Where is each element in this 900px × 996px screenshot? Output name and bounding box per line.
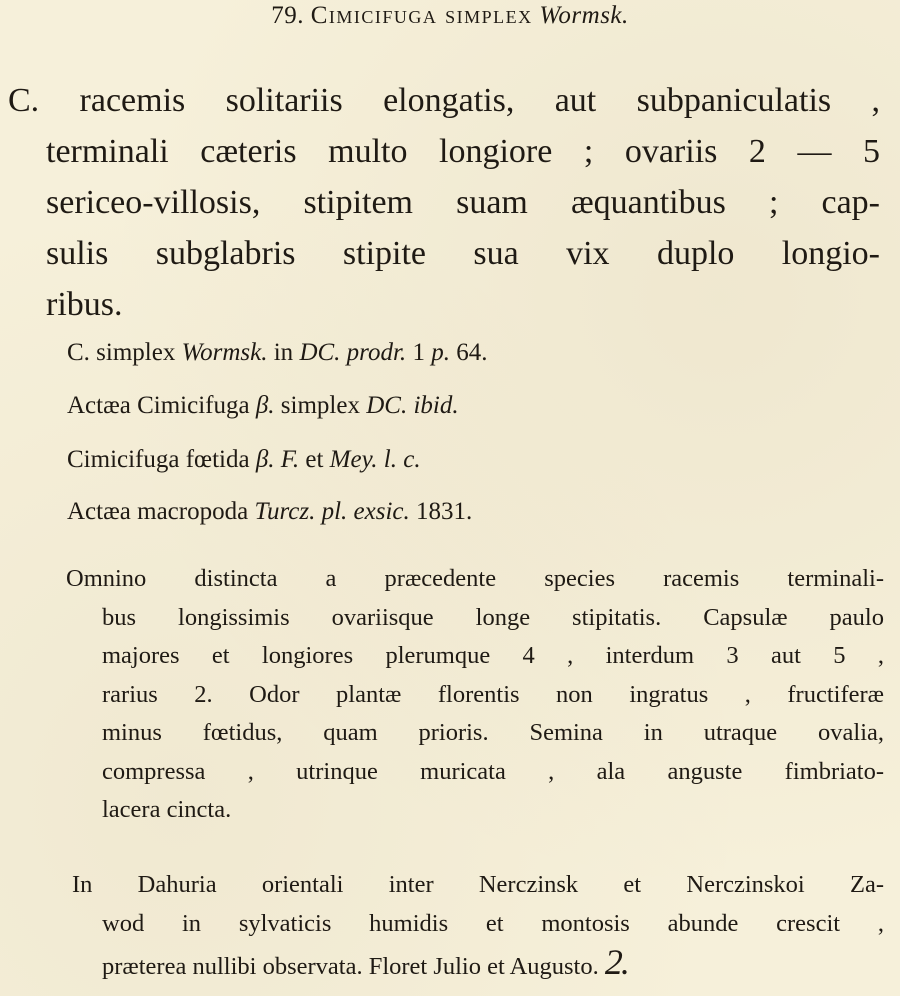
description-paragraph <box>66 560 884 830</box>
description-line: majores et longiores plerumque 4 , interdum 3 aut 5 , <box>102 642 884 669</box>
diagnosis-line: terminali cæteris multo longiore ; ovariis 2 — 5 <box>46 133 880 170</box>
description-line: bus longissimis ovariisque longe stipitatis. Capsulæ paulo <box>102 603 884 631</box>
description-line: minus fœtidus, quam prioris. Semina in utraque ovalia, <box>102 719 884 746</box>
diagnosis-line: sericeo-villosis, stipitem suam æquantibus ; cap- <box>46 184 880 221</box>
diagnosis-block <box>8 75 880 330</box>
species-heading <box>0 2 900 30</box>
signature-mark: 2. <box>604 942 628 982</box>
synonym-line: Actæa Cimicifuga β. simplex DC. ibid. <box>67 392 459 419</box>
habitat-paragraph <box>66 866 884 982</box>
synonym-line: Cimicifuga fœtida β. F. et Mey. l. c. <box>67 446 421 473</box>
diagnosis-line: C. racemis solitariis elongatis, aut subpaniculatis , <box>8 82 880 119</box>
species-name: Cimicifuga simplex <box>310 2 533 29</box>
habitat-line: wod in sylvaticis humidis et montosis abunde crescit , <box>102 909 884 937</box>
description-line: Omnino distincta a præcedente species racemis terminali- <box>66 565 884 592</box>
synonym-line: C. simplex Wormsk. in DC. prodr. 1 p. 64. <box>67 339 488 366</box>
description-line: compressa , utrinque muricata , ala anguste fimbriato- <box>102 757 884 785</box>
description-line: lacera cincta. <box>102 796 232 823</box>
species-number: 79. <box>271 2 304 29</box>
habitat-line: præterea nullibi observata. Floret Julio et Augusto. 2. <box>102 942 628 982</box>
diagnosis-line: sulis subglabris stipite sua vix duplo longio- <box>46 235 880 272</box>
habitat-line: In Dahuria orientali inter Nerczinsk et Nerczinskoi Za- <box>72 871 884 898</box>
species-author: Wormsk. <box>539 2 629 29</box>
synonym-line: Actæa macropoda Turcz. pl. exsic. 1831. <box>67 498 473 525</box>
description-line: rarius 2. Odor plantæ florentis non ingratus , fructiferæ <box>102 680 884 708</box>
diagnosis-line: ribus. <box>46 286 123 323</box>
